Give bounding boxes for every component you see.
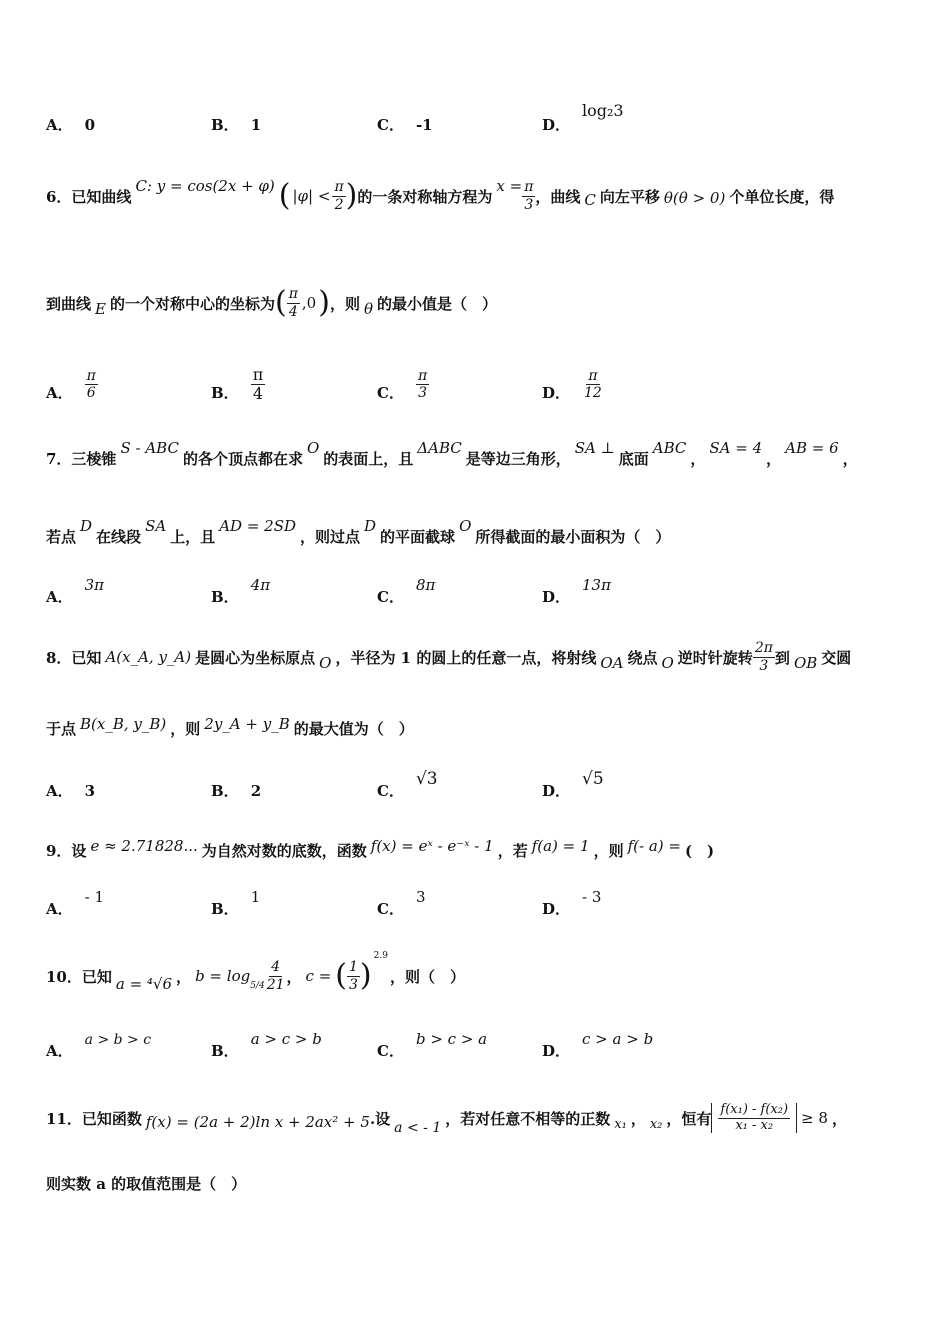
q10-choice-b[interactable] [211, 1030, 322, 1060]
frac-num: π [288, 286, 298, 303]
q7-choices [46, 576, 926, 612]
choice-label: B． [211, 384, 239, 402]
frac-den: 3 [349, 976, 358, 993]
q9-choice-a[interactable] [46, 888, 105, 918]
choice-value: 3π [84, 576, 105, 594]
q6-text: 的一条对称轴方程为 [357, 187, 493, 206]
q9-function: f(x) = eˣ - e⁻ˣ - 1 [370, 837, 494, 855]
frac-den: 3 [759, 657, 769, 674]
q11-function: f(x) = (2a + 2)ln x + 2ax² + 5 [145, 1113, 370, 1131]
choice-frac [85, 368, 98, 401]
choice-value: a > c > b [250, 1030, 322, 1048]
q6-curve-e: E [95, 300, 106, 318]
choice-label: D． [542, 384, 571, 402]
choice-value: 3 [415, 888, 426, 906]
choice-value: √3 [415, 769, 438, 789]
q7-sphere-o2: O [459, 517, 472, 535]
q8-choice-d[interactable] [542, 769, 604, 800]
q7-text: 若点 [46, 527, 77, 546]
frac-den: 4 [252, 384, 264, 404]
q9-text: 为自然对数的底数，函数 [201, 841, 367, 860]
q9-text: 9．设 [46, 841, 87, 860]
q8-text: 的最大值为（ ） [293, 719, 414, 738]
choice-value: a > b > c [84, 1032, 152, 1048]
q9-choices [46, 888, 926, 924]
q8-choices [46, 770, 926, 806]
choice-value: 1 [250, 888, 261, 906]
q9-query: f(- a) = [627, 837, 681, 855]
left-paren: ( [274, 285, 287, 320]
q7-choice-a[interactable] [46, 576, 105, 606]
q7-text: ， [766, 449, 782, 468]
q11-x1: x₁ [614, 1116, 627, 1132]
q11-text: ， [831, 1109, 847, 1128]
q5-choice-d[interactable] [542, 101, 624, 134]
choice-label: D． [542, 900, 571, 918]
q6-text: 的最小值是（ ） [376, 294, 497, 313]
q6-theta: θ(θ > 0) [663, 189, 726, 207]
choice-value: 3 [84, 782, 96, 800]
q10-exponent: 2.9 [373, 951, 388, 961]
choice-value: c > a > b [582, 1030, 654, 1048]
frac-num: π [86, 368, 96, 384]
q7-ab-len: AB = 6 [785, 439, 839, 457]
q6-choice-d[interactable] [542, 364, 604, 401]
frac-num: π [524, 179, 534, 196]
q5-choice-a[interactable] [46, 104, 96, 134]
frac-num: π [252, 365, 264, 384]
q7-text: 是等边三角形， [465, 449, 571, 468]
choice-label: A． [46, 1042, 73, 1060]
choice-label: D． [542, 588, 571, 606]
q6-text: 向左平移 [599, 187, 660, 206]
q11-bound: ≥ 8 [801, 1109, 828, 1127]
q6-point: ,0 [301, 294, 317, 312]
q11-diff-quotient [718, 1103, 790, 1134]
q6-text: ，则 [329, 294, 360, 313]
frac-den: 4 [288, 303, 298, 320]
choice-value: √5 [582, 769, 604, 789]
q8-ray-ob: OB [793, 654, 818, 672]
q6-theta-var: θ [363, 300, 373, 318]
choice-label: A． [46, 588, 73, 606]
q8-choice-a[interactable] [46, 770, 96, 800]
q7-text: ， [842, 449, 858, 468]
q10-choice-a[interactable] [46, 1030, 152, 1060]
choice-label: C． [377, 116, 404, 134]
q9-stem [46, 832, 910, 868]
choice-label: D． [542, 782, 571, 800]
q6-choice-c[interactable] [377, 364, 429, 401]
q6-axis-eq: x = [496, 177, 523, 195]
q10-text: ， [286, 967, 302, 986]
frac-den: 3 [418, 385, 428, 402]
q8-angle [753, 640, 775, 673]
right-paren: ) [318, 285, 330, 320]
q7-choice-d[interactable] [542, 576, 611, 606]
q5-choices [46, 101, 926, 140]
frac-den: 12 [584, 385, 602, 402]
q6-curve-c: C [584, 191, 596, 209]
frac-num: π [417, 368, 428, 384]
frac-num: 4 [271, 959, 281, 976]
choice-value: 13π [582, 576, 611, 594]
q7-sa-len: SA = 4 [709, 439, 763, 457]
q8-point-o: O [661, 654, 674, 672]
q7-text: 上，且 [170, 527, 216, 546]
q11-text: ，恒有 [666, 1109, 712, 1128]
q8-text: 逆时针旋转 [677, 648, 753, 667]
q6-stem-line2 [46, 278, 910, 328]
q6-choice-a[interactable] [46, 364, 98, 401]
choice-label: B． [211, 116, 239, 134]
q7-triangle: ΔABC [417, 439, 462, 457]
q7-base: ABC [652, 439, 687, 457]
q9-e-value: e ≈ 2.71828... [90, 837, 198, 855]
q6-choices [46, 364, 926, 408]
q8-choice-c[interactable] [377, 769, 438, 800]
q6-phi-cond: |φ| < [292, 187, 331, 205]
q10-choice-c[interactable] [377, 1030, 488, 1060]
q6-curve-eq: C: y = cos(2x + φ) [135, 177, 275, 195]
q6-choice-b[interactable] [211, 364, 265, 404]
q7-text: ， [690, 449, 706, 468]
right-paren: ) [345, 178, 358, 213]
q7-text: 在线段 [96, 527, 142, 546]
choice-value: 8π [415, 576, 436, 594]
choice-label: D． [542, 116, 571, 134]
q7-text: 底面 [618, 449, 649, 468]
frac-den: 6 [86, 385, 96, 402]
q7-ratio: AD = 2SD [219, 517, 296, 535]
q11-text: ， [630, 1109, 646, 1128]
q8-text: 于点 [46, 719, 77, 738]
q10-a-def: a = ⁴√6 [115, 975, 173, 993]
frac-den: 21 [266, 976, 285, 993]
choice-label: C． [377, 782, 404, 800]
q8-point-a: A(x_A, y_A) [105, 648, 192, 666]
choice-label: C． [377, 384, 404, 402]
q7-text: 的平面截球 [380, 527, 456, 546]
left-paren: ( [278, 178, 291, 213]
frac-num: π [588, 368, 598, 384]
q8-choice-b[interactable] [211, 770, 262, 800]
q11-text: ，若对任意不相等的正数 [445, 1109, 611, 1128]
q7-text: 的表面上，且 [323, 449, 414, 468]
q9-choice-c[interactable] [377, 888, 426, 918]
q7-segment: SA [145, 517, 167, 535]
frac-den: x₁ - x₂ [735, 1117, 774, 1133]
choice-value: b > c > a [415, 1030, 488, 1048]
q8-text: 绕点 [627, 648, 658, 667]
q10-log: b = log [195, 967, 251, 985]
q11-a-cond: a < - 1 [394, 1120, 442, 1136]
choice-value: 2 [250, 782, 262, 800]
q7-point-d: D [80, 517, 93, 535]
q7-text: 7．三棱锥 [46, 449, 117, 468]
choice-value: - 1 [84, 888, 105, 906]
choice-frac [251, 366, 266, 404]
choice-frac [582, 368, 604, 401]
q6-pi-over-4 [287, 286, 300, 319]
frac-num: f(x₁) - f(x₂) [720, 1101, 789, 1117]
q10-text: 10．已知 [46, 967, 112, 986]
choice-value: - 3 [582, 888, 602, 906]
choice-label: B． [211, 588, 239, 606]
choice-label: C． [377, 900, 404, 918]
q9-choice-d[interactable] [542, 888, 602, 918]
choice-value: -1 [415, 116, 433, 134]
q5-choice-c[interactable] [377, 104, 433, 134]
q10-choice-d[interactable] [542, 1030, 654, 1060]
q10-frac-1-3 [347, 959, 360, 992]
q7-text: 所得截面的最小面积为（ ） [475, 527, 671, 546]
q10-choices [46, 1030, 926, 1066]
q8-text: 交圆 [821, 648, 852, 667]
choice-value: 0 [84, 116, 96, 134]
choice-label: A． [46, 900, 73, 918]
q11-text: 11．已知函数 [46, 1109, 142, 1128]
q11-stem-line2 [46, 1168, 910, 1198]
q8-ray-oa: OA [600, 654, 624, 672]
frac-den: 2 [334, 196, 344, 213]
choice-label: B． [211, 1042, 239, 1060]
q6-text: ，曲线 [535, 187, 581, 206]
q6-text: 的一个对称中心的坐标为 [109, 294, 275, 313]
q8-text: 到 [774, 648, 790, 667]
q11-question: 则实数 a 的取值范围是（ ） [46, 1174, 247, 1193]
q6-text: 6．已知曲线 [46, 187, 132, 206]
choice-label: C． [377, 1042, 404, 1060]
q8-origin: O [319, 654, 332, 672]
q7-sphere-o: O [306, 439, 320, 457]
q11-stem-line1 [46, 1090, 910, 1146]
q10-frac-4-21 [265, 959, 287, 992]
q7-choice-c[interactable] [377, 576, 436, 606]
left-paren: ( [335, 958, 347, 993]
q8-text: ，则 [170, 719, 201, 738]
choice-frac [416, 368, 429, 401]
q7-stem-line2 [46, 518, 910, 554]
q10-c-def: c = [305, 967, 332, 985]
q7-text: 的各个顶点都在求 [182, 449, 303, 468]
q6-text: 个单位长度，得 [729, 187, 835, 206]
q7-point-d2: D [364, 517, 377, 535]
q10-text: ， [176, 967, 192, 986]
q10-stem [46, 948, 910, 1004]
q7-perp: SA ⊥ [574, 439, 615, 457]
q8-text: 8．已知 [46, 648, 102, 667]
q8-text: ，半径为 1 的圆上的任意一点，将射线 [335, 648, 597, 667]
q9-text: ，若 [497, 841, 528, 860]
choice-value: 4π [250, 576, 271, 594]
q10-text: ，则（ ） [389, 967, 465, 986]
choice-label: A． [46, 116, 73, 134]
q11-x2: x₂ [649, 1116, 663, 1132]
q5-choice-b[interactable] [211, 104, 262, 134]
q8-expression: 2y_A + y_B [204, 715, 290, 733]
q9-text: ( ) [684, 841, 715, 860]
choice-label: B． [211, 782, 239, 800]
q7-choice-b[interactable] [211, 576, 271, 606]
choice-value: log₂3 [582, 101, 624, 120]
q7-text: ，则过点 [300, 527, 361, 546]
choice-label: D． [542, 1042, 571, 1060]
choice-value: 1 [250, 116, 262, 134]
choice-label: C． [377, 588, 404, 606]
q6-pi-over-2 [332, 179, 345, 212]
q8-point-b: B(x_B, y_B) [80, 715, 167, 733]
q8-text: 是圆心为坐标原点 [195, 648, 316, 667]
choice-label: B． [211, 900, 239, 918]
q8-stem-line2 [46, 710, 910, 746]
q11-text: .设 [369, 1109, 391, 1128]
q6-text: 到曲线 [46, 294, 92, 313]
q9-choice-b[interactable] [211, 888, 261, 918]
frac-num: π [334, 179, 344, 196]
choice-label: A． [46, 782, 73, 800]
frac-den: 3 [524, 196, 534, 213]
frac-num: 1 [349, 959, 358, 976]
q10-log-base: 5/4 [250, 981, 265, 991]
frac-num: 2π [754, 640, 773, 657]
right-paren: ) [359, 958, 372, 993]
q9-condition: f(a) = 1 [531, 837, 590, 855]
q7-pyramid: S - ABC [120, 439, 179, 457]
q9-text: ，则 [593, 841, 624, 860]
q7-stem-line1 [46, 440, 910, 476]
q8-stem-line1 [46, 634, 910, 680]
q6-pi-over-3 [522, 179, 535, 212]
q11-abs-value [711, 1103, 797, 1134]
q6-stem-line1 [46, 172, 910, 220]
choice-label: A． [46, 384, 73, 402]
